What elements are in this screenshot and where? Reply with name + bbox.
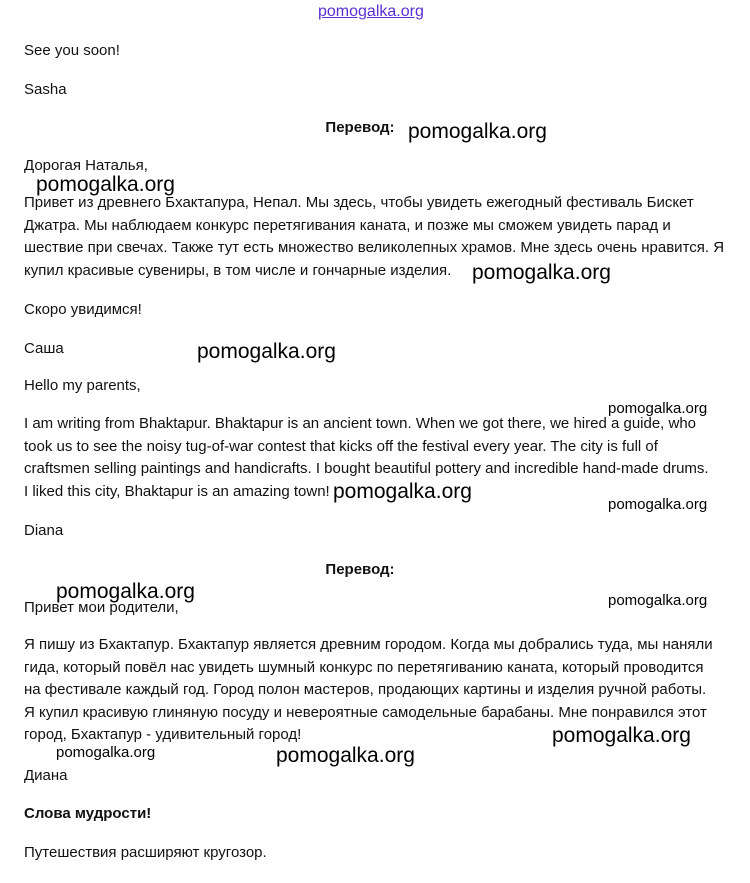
translation1-body-line: Джатра. Мы наблюдаем конкурс перетягивания каната, и позже мы сможем увидеть парад и bbox=[24, 216, 671, 234]
translation2-body-line: Я купил красивую глиняную посуду и невероятные самодельные барабаны. Мне понравился этот bbox=[24, 703, 707, 721]
translation1-closing: Скоро увидимся! bbox=[24, 301, 142, 318]
translation1-heading: Перевод: bbox=[325, 119, 395, 136]
letter2-body-line: I liked this city, Bhaktapur is an amazing town! bbox=[24, 482, 330, 500]
watermark: pomogalka.org bbox=[276, 744, 415, 767]
translation1-signature: Саша bbox=[24, 340, 64, 357]
letter1-signature: Sasha bbox=[24, 81, 67, 98]
letter2-greeting: Hello my parents, bbox=[24, 377, 141, 394]
translation1-body-line: Привет из древнего Бхактапура, Непал. Мы здесь, чтобы увидеть ежегодный фестиваль Бискет bbox=[24, 194, 694, 211]
wisdom-heading: Слова мудрости! bbox=[24, 805, 152, 822]
letter2-body-line: craftsmen selling paintings and handicrafts. I bought beautiful pottery and incredible hand-made drums. bbox=[24, 460, 709, 477]
watermark: pomogalka.org bbox=[472, 261, 611, 284]
translation2-body-line: Я пишу из Бхактапур. Бхактапур является древним городом. Когда мы добрались туда, мы наняли bbox=[24, 636, 713, 653]
translation1-greeting: Дорогая Наталья, bbox=[24, 157, 148, 174]
letter2-body-line: took us to see the noisy tug-of-war contest that kicks off the festival every year. The city is full of bbox=[24, 437, 658, 455]
translation1-body bbox=[24, 192, 724, 282]
translation1-body-line: шествие при свечах. Также тут есть множество великолепных храмов. Мне здесь очень нравится. Я bbox=[24, 239, 725, 256]
watermark: pomogalka.org bbox=[608, 400, 708, 417]
translation2-body-line: город, Бхактапур - удивительный город! bbox=[24, 726, 302, 743]
watermark: pomogalka.org bbox=[408, 120, 547, 143]
watermark: pomogalka.org bbox=[56, 580, 195, 603]
translation2-greeting: Привет мои родители, bbox=[24, 599, 179, 616]
translation2-body-line: гида, который повёл нас увидеть шумный конкурс по перетягиванию каната, который проводится bbox=[24, 658, 704, 676]
watermark: pomogalka.org bbox=[197, 340, 336, 363]
translation2-signature: Диана bbox=[24, 767, 68, 784]
watermark: pomogalka.org bbox=[36, 173, 175, 196]
translation2-body-line: на фестивале каждый год. Город полон мастеров, продающих картины и изделия ручной работы. bbox=[24, 681, 707, 698]
letter1-closing: See you soon! bbox=[24, 42, 120, 59]
letter2-body-line: I am writing from Bhaktapur. Bhaktapur is an ancient town. When we got there, we hired a guide, who bbox=[24, 415, 697, 432]
watermark: pomogalka.org bbox=[608, 592, 708, 609]
wisdom-text: Путешествия расширяют кругозор. bbox=[24, 844, 267, 861]
translation2-heading: Перевод: bbox=[325, 561, 395, 578]
watermark: pomogalka.org bbox=[56, 744, 156, 761]
header-watermark-link[interactable]: pomogalka.org bbox=[318, 3, 424, 20]
watermark: pomogalka.org bbox=[333, 480, 472, 503]
watermark: pomogalka.org bbox=[552, 724, 691, 747]
translation1-body-line: купил красивые сувениры, в том числе и гончарные изделия. bbox=[24, 261, 452, 279]
watermark: pomogalka.org bbox=[608, 496, 708, 513]
letter2-signature: Diana bbox=[24, 522, 64, 539]
